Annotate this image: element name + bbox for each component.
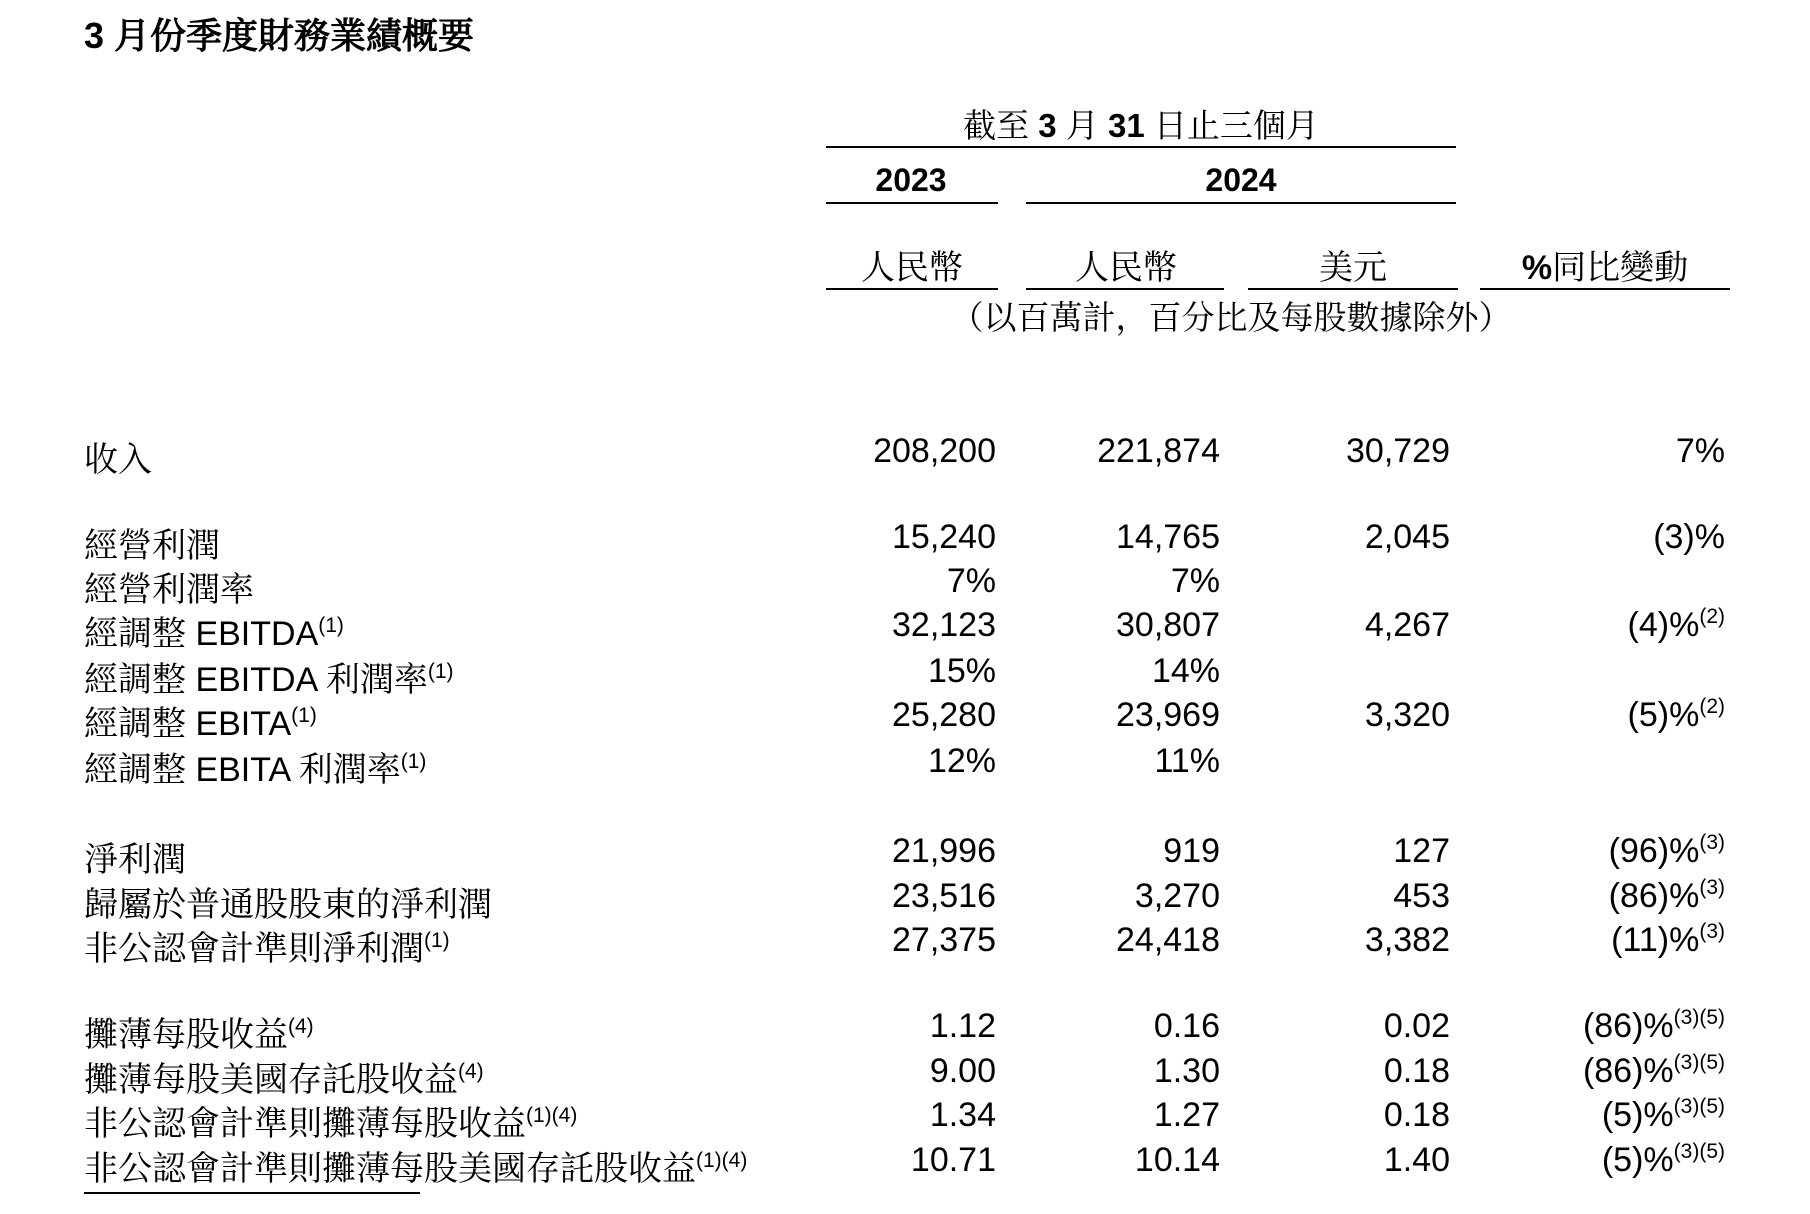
yoy-value: (96)%	[1608, 832, 1700, 870]
row-label-text: 非公認會計準則攤薄每股美國存託股收益	[84, 1150, 696, 1188]
row-label	[84, 696, 317, 745]
period-prefix: 截至	[963, 107, 1039, 144]
table-row	[0, 562, 1810, 609]
row-label-text: 經調整 EBITDA	[84, 615, 319, 653]
yoy-footnote: (2)	[1699, 695, 1725, 718]
period-rule	[826, 146, 1456, 148]
value-yoy-change	[1480, 696, 1725, 735]
value-2023-rmb: 1.12	[929, 1007, 996, 1045]
footnote-rule	[84, 1192, 420, 1194]
value-yoy-change	[1480, 606, 1725, 645]
value-yoy-change	[1480, 921, 1725, 960]
row-label-footnote: (1)	[427, 660, 454, 683]
row-label-text: 攤薄每股美國存託股收益	[84, 1061, 458, 1099]
yoy-value: (11)%	[1611, 921, 1700, 959]
row-label-footnote: (1)	[318, 614, 344, 637]
row-label	[84, 1007, 314, 1056]
value-2024-usd: 0.18	[1383, 1096, 1450, 1134]
row-label	[84, 877, 492, 926]
value-yoy-change	[1480, 877, 1725, 916]
row-label-text: 攤薄每股收益	[84, 1016, 288, 1054]
row-label	[84, 1052, 484, 1101]
row-label-text: 收入	[84, 441, 152, 479]
year-2024-rule	[1026, 202, 1456, 204]
units-note: （以百萬計，百分比及每股數據除外）	[950, 299, 1512, 336]
value-2024-rmb: 3,270	[1134, 877, 1220, 915]
value-2023-rmb: 7%	[946, 562, 996, 600]
yoy-value: (86)%	[1608, 877, 1700, 915]
value-2023-rmb: 10.71	[910, 1141, 996, 1179]
value-2023-rmb: 21,996	[892, 832, 996, 870]
currency-usd: 美元	[1319, 249, 1387, 287]
period-month: 3	[1038, 107, 1057, 144]
row-label	[84, 742, 426, 791]
row-label-text: 歸屬於普通股股東的淨利潤	[84, 886, 492, 924]
period-day: 31	[1107, 107, 1145, 144]
page-title: 3 月份季度財務業績概要	[84, 15, 475, 56]
yoy-value: (3)%	[1653, 518, 1725, 556]
currency-rmb-2024: 人民幣	[1075, 249, 1177, 287]
value-yoy-change	[1480, 832, 1725, 871]
row-label	[84, 832, 186, 881]
value-2024-usd: 453	[1393, 877, 1450, 915]
value-2023-rmb: 32,123	[892, 606, 996, 644]
value-yoy-change	[1480, 1052, 1725, 1091]
value-2024-usd: 0.02	[1383, 1007, 1450, 1045]
value-2023-rmb: 208,200	[873, 432, 996, 470]
table-row	[0, 742, 1810, 789]
value-2023-rmb: 27,375	[892, 921, 996, 959]
year-2023-header: 2023	[875, 162, 947, 198]
year-2023-rule	[826, 202, 998, 204]
row-label-footnote: (1)	[291, 704, 317, 727]
value-yoy-change	[1480, 518, 1725, 557]
value-2023-rmb: 9.00	[929, 1052, 996, 1090]
year-2024-header: 2024	[1205, 162, 1277, 198]
yoy-footnote: (3)	[1699, 831, 1725, 854]
yoy-header	[1480, 240, 1730, 289]
value-2024-usd: 1.40	[1383, 1141, 1450, 1179]
value-2024-rmb: 0.16	[1153, 1007, 1220, 1045]
yoy-footnote: (3)	[1699, 876, 1725, 899]
row-label-text: 經營利潤	[84, 527, 220, 565]
value-2023-rmb: 15%	[927, 652, 996, 690]
table-row	[0, 831, 1810, 879]
yoy-value: 7%	[1675, 432, 1725, 470]
table-row	[0, 1051, 1810, 1099]
yoy-header-text: 同比變動	[1552, 249, 1689, 287]
row-label-text: 淨利潤	[84, 841, 186, 879]
row-label-footnote: (4)	[458, 1060, 484, 1083]
table-row	[0, 605, 1810, 653]
yoy-footnote: (3)(5)	[1673, 1140, 1725, 1163]
yoy-footnote: (2)	[1699, 605, 1725, 628]
value-2024-rmb: 221,874	[1097, 432, 1220, 470]
value-2024-usd: 2,045	[1364, 518, 1450, 556]
value-2024-usd: 127	[1393, 832, 1450, 870]
period-suffix: 日止三個月	[1144, 107, 1319, 144]
row-label-footnote: (1)(4)	[526, 1104, 578, 1127]
value-2023-rmb: 1.34	[929, 1096, 996, 1134]
table-row	[0, 1006, 1810, 1054]
yoy-value: (4)%	[1627, 606, 1700, 644]
row-label	[84, 1096, 577, 1145]
value-2024-usd: 3,382	[1364, 921, 1450, 959]
currency-rule-3	[1248, 288, 1458, 290]
value-2023-rmb: 12%	[927, 742, 996, 780]
row-label	[84, 518, 220, 567]
currency-rule-1	[826, 288, 998, 290]
value-2024-rmb: 24,418	[1116, 921, 1220, 959]
row-label-text: 非公認會計準則攤薄每股收益	[84, 1105, 526, 1143]
value-2024-rmb: 1.30	[1153, 1052, 1220, 1090]
value-2024-rmb: 7%	[1170, 562, 1220, 600]
yoy-value: (5)%	[1627, 696, 1700, 734]
value-2024-rmb: 919	[1163, 832, 1220, 870]
period-header	[826, 100, 1456, 147]
value-2024-usd: 30,729	[1346, 432, 1450, 470]
yoy-value: (86)%	[1582, 1007, 1674, 1045]
value-2024-usd: 4,267	[1364, 606, 1450, 644]
value-2023-rmb: 23,516	[892, 877, 996, 915]
currency-rule-4	[1480, 288, 1730, 290]
row-label-text: 經調整 EBITA 利潤率	[84, 751, 401, 789]
value-2024-rmb: 14%	[1151, 652, 1220, 690]
yoy-footnote: (3)(5)	[1673, 1095, 1725, 1118]
value-yoy-change	[1480, 1141, 1725, 1180]
value-2024-usd: 0.18	[1383, 1052, 1450, 1090]
row-label	[84, 432, 152, 481]
table-row	[0, 1140, 1810, 1188]
table-row	[0, 432, 1810, 479]
row-label	[84, 1141, 747, 1190]
row-label-text: 非公認會計準則淨利潤	[84, 930, 424, 968]
value-2024-rmb: 10.14	[1134, 1141, 1220, 1179]
value-yoy-change	[1480, 1096, 1725, 1135]
row-label-footnote: (1)(4)	[696, 1149, 748, 1172]
row-label	[84, 606, 344, 655]
row-label	[84, 652, 454, 701]
value-2024-rmb: 11%	[1154, 742, 1220, 780]
yoy-value: (5)%	[1601, 1141, 1674, 1179]
currency-rule-2	[1026, 288, 1224, 290]
table-row	[0, 652, 1810, 699]
row-label-text: 經調整 EBITDA 利潤率	[84, 661, 428, 699]
row-label	[84, 921, 450, 970]
row-label-text: 經營利潤率	[84, 571, 254, 609]
row-label-text: 經調整 EBITA	[84, 705, 292, 743]
row-label	[84, 562, 254, 611]
value-2023-rmb: 15,240	[892, 518, 996, 556]
value-yoy-change	[1480, 1007, 1725, 1046]
table-row	[0, 920, 1810, 968]
value-2024-rmb: 1.27	[1153, 1096, 1220, 1134]
currency-rmb-2023: 人民幣	[861, 249, 963, 287]
value-2024-rmb: 23,969	[1116, 696, 1220, 734]
row-label-footnote: (1)	[400, 750, 427, 773]
value-2024-rmb: 30,807	[1116, 606, 1220, 644]
yoy-footnote: (3)	[1699, 920, 1725, 943]
yoy-value: (86)%	[1582, 1052, 1674, 1090]
yoy-value: (5)%	[1601, 1096, 1674, 1134]
value-2024-usd: 3,320	[1364, 696, 1450, 734]
value-2024-rmb: 14,765	[1116, 518, 1220, 556]
table-row	[0, 518, 1810, 565]
yoy-pct-sign: %	[1521, 249, 1553, 287]
yoy-footnote: (3)(5)	[1673, 1051, 1725, 1074]
table-row	[0, 695, 1810, 743]
value-2023-rmb: 25,280	[892, 696, 996, 734]
value-yoy-change	[1480, 432, 1725, 471]
table-row	[0, 876, 1810, 924]
table-row	[0, 1095, 1810, 1143]
row-label-footnote: (1)	[424, 929, 450, 952]
row-label-footnote: (4)	[288, 1015, 314, 1038]
period-mid: 月	[1056, 107, 1108, 144]
yoy-footnote: (3)(5)	[1673, 1006, 1725, 1029]
